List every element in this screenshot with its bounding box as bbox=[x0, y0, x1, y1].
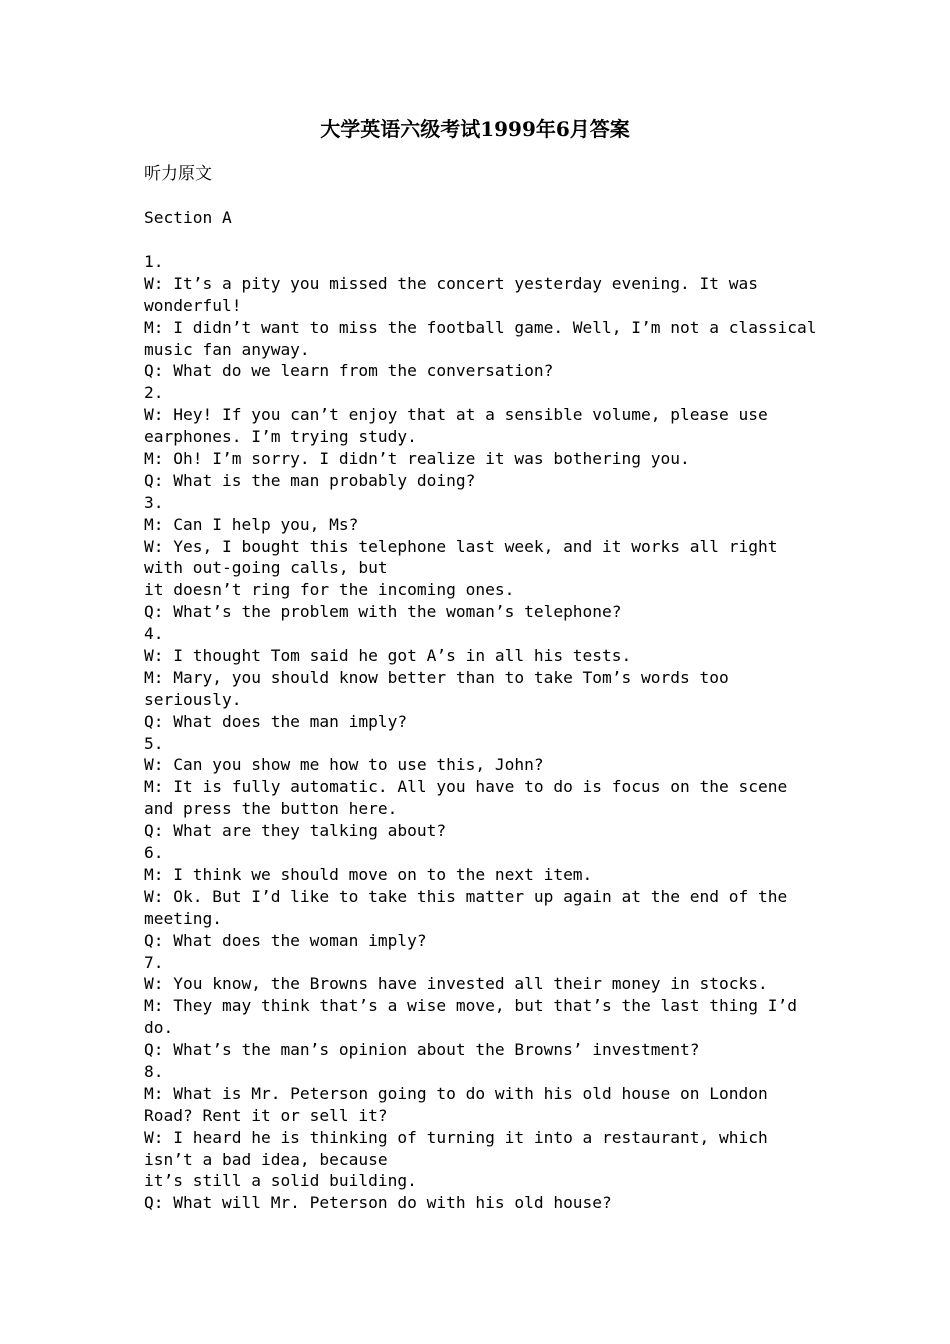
transcript-line: W: Yes, I bought this telephone last week, and it works all right bbox=[144, 536, 778, 556]
transcript-line: do. bbox=[144, 1018, 174, 1038]
transcript-line: M: Mary, you should know better than to take Tom’s words too bbox=[144, 667, 729, 687]
transcript-line: 1. bbox=[144, 252, 164, 271]
transcript-line: W: It’s a pity you missed the concert yesterday evening. It was bbox=[144, 273, 758, 293]
transcript-line: seriously. bbox=[144, 689, 242, 709]
transcript-line: Q: What are they talking about? bbox=[144, 821, 447, 841]
section-heading: Section A bbox=[144, 208, 232, 227]
transcript-line: 6. bbox=[144, 843, 164, 863]
transcript-body bbox=[144, 251, 844, 1214]
transcript-line: M: Can I help you, Ms? bbox=[144, 514, 359, 534]
transcript-line: Q: What does the man imply? bbox=[144, 711, 408, 731]
transcript-line: Q: What does the woman imply? bbox=[144, 930, 427, 950]
transcript-line: 7. bbox=[144, 952, 164, 972]
transcript-line: Road? Rent it or sell it? bbox=[144, 1105, 388, 1125]
transcript-line: M: I didn’t want to miss the football game. Well, I’m not a classical bbox=[144, 317, 817, 337]
transcript-line: Q: What do we learn from the conversation? bbox=[144, 361, 554, 381]
transcript-line: 5. bbox=[144, 733, 164, 753]
transcript-line: W: Ok. But I’d like to take this matter up again at the end of the bbox=[144, 886, 788, 906]
transcript-line: it’s still a solid building. bbox=[144, 1171, 417, 1191]
transcript-line: M: Oh! I’m sorry. I didn’t realize it was bothering you. bbox=[144, 449, 690, 469]
transcript-line: it doesn’t ring for the incoming ones. bbox=[144, 580, 515, 600]
transcript-line: 4. bbox=[144, 624, 164, 644]
transcript-line: earphones. I’m trying study. bbox=[144, 427, 417, 447]
transcript-line: 8. bbox=[144, 1061, 164, 1081]
transcript-line: W: I heard he is thinking of turning it into a restaurant, which bbox=[144, 1127, 768, 1147]
transcript-line: Q: What will Mr. Peterson do with his old house? bbox=[144, 1193, 612, 1213]
transcript-line: music fan anyway. bbox=[144, 339, 310, 359]
transcript-line: M: What is Mr. Peterson going to do with his old house on London bbox=[144, 1083, 768, 1103]
transcript-line: M: It is fully automatic. All you have to do is focus on the scene bbox=[144, 777, 788, 797]
transcript-line: W: I thought Tom said he got A’s in all his tests. bbox=[144, 646, 632, 666]
transcript-line: M: I think we should move on to the next item. bbox=[144, 864, 593, 884]
transcript-line: 2. bbox=[144, 383, 164, 403]
transcript-line: and press the button here. bbox=[144, 799, 398, 819]
transcript-line: W: Hey! If you can’t enjoy that at a sensible volume, please use bbox=[144, 405, 768, 425]
transcript-line: wonderful! bbox=[144, 295, 242, 315]
transcript-line: W: You know, the Browns have invested all their money in stocks. bbox=[144, 974, 768, 994]
transcript-line: Q: What’s the problem with the woman’s telephone? bbox=[144, 602, 622, 622]
transcript-line: meeting. bbox=[144, 908, 222, 928]
listening-script-heading: 听力原文 bbox=[144, 164, 212, 184]
transcript-line: Q: What is the man probably doing? bbox=[144, 470, 476, 490]
transcript-line: M: They may think that’s a wise move, but that’s the last thing I’d bbox=[144, 996, 797, 1016]
transcript-line: with out-going calls, but bbox=[144, 558, 388, 578]
transcript-line: 3. bbox=[144, 492, 164, 512]
document-title: 大学英语六级考试1999年6月答案 bbox=[320, 117, 630, 141]
transcript-line: isn’t a bad idea, because bbox=[144, 1149, 388, 1169]
transcript-line: W: Can you show me how to use this, John? bbox=[144, 755, 544, 775]
transcript-line: Q: What’s the man’s opinion about the Browns’ investment? bbox=[144, 1040, 700, 1060]
